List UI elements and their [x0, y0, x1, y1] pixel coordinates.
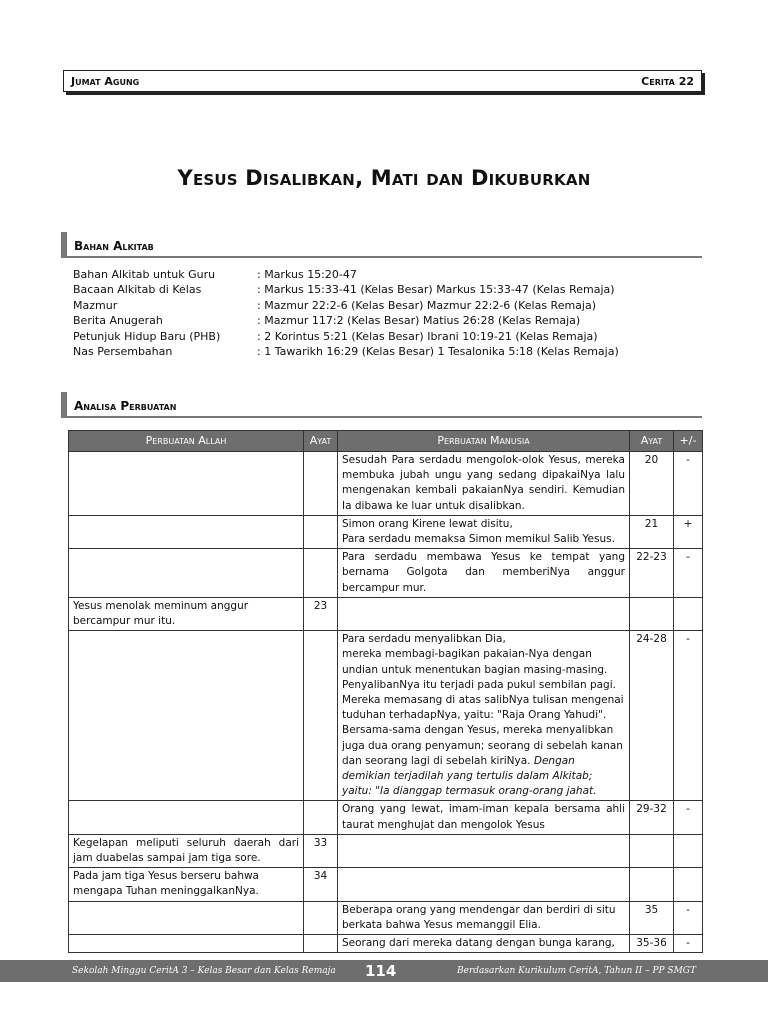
info-row: [73, 267, 703, 282]
cell-sign: [674, 834, 703, 867]
cell-line: PenyalibanNya itu terjadi pada pukul sembilan pagi.: [342, 678, 616, 691]
cell-ayat-manusia: 22-23: [630, 549, 674, 598]
cell-ayat-manusia: [630, 597, 674, 630]
cell-ayat-manusia: 35-36: [630, 935, 674, 953]
header-bar: [63, 70, 702, 92]
cell-line: Para serdadu menyalibkan Dia,: [342, 633, 506, 646]
cell-text-italic: Dengan demikian terjadilah yang tertulis dalam Alkitab; yaitu: "Ia dianggap termasuk orang-orang jahat.: [342, 754, 597, 798]
cell-manusia: Sesudah Para serdadu mengolok-olok Yesus, mereka membuka jubah ungu yang sedang dipakaiNya lalu mengenakan kembali pakaianNya sendiri. Kemudian Ia dibawa ke luar untuk disalibkan.: [338, 452, 630, 516]
cell-ayat-allah: [304, 801, 338, 834]
cell-ayat-allah: 34: [304, 868, 338, 901]
cell-allah: [69, 515, 304, 548]
cell-manusia: [338, 597, 630, 630]
cell-allah: [69, 935, 304, 953]
cell-allah: Yesus menolak meminum anggur bercampur mur itu.: [69, 597, 304, 630]
page-title: Yesus Disalibkan, Mati dan Dikuburkan: [177, 166, 591, 190]
cell-ayat-allah: [304, 935, 338, 953]
cell-manusia: [338, 631, 630, 801]
cell-sign: [674, 868, 703, 901]
table-row: [69, 834, 703, 867]
table-row: [69, 631, 703, 801]
cell-allah: [69, 901, 304, 934]
col-header-ayat: Ayat: [304, 431, 338, 452]
info-row: [73, 329, 703, 344]
info-value: : Markus 15:33-41 (Kelas Besar) Markus 15:33-47 (Kelas Remaja): [257, 283, 615, 297]
section-heading-bahan: Bahan Alkitab: [61, 232, 702, 258]
cell-allah: Pada jam tiga Yesus berseru bahwa mengapa Tuhan meninggalkanNya.: [69, 868, 304, 901]
cell-sign: -: [674, 801, 703, 834]
bible-info-list: [73, 267, 703, 359]
cell-ayat-manusia: 29-32: [630, 801, 674, 834]
cell-ayat-manusia: [630, 868, 674, 901]
info-value: : Mazmur 117:2 (Kelas Besar) Matius 26:28 (Kelas Remaja): [257, 314, 581, 328]
cell-manusia: Orang yang lewat, imam-iman kepala bersama ahli taurat menghujat dan mengolok Yesus: [338, 801, 630, 834]
cell-allah: [69, 631, 304, 801]
info-label: Mazmur: [73, 298, 118, 312]
info-row: [73, 313, 703, 328]
cell-sign: -: [674, 935, 703, 953]
table-row: [69, 868, 703, 901]
cell-allah: [69, 452, 304, 516]
info-value: : Mazmur 22:2-6 (Kelas Besar) Mazmur 22:2-6 (Kelas Remaja): [257, 298, 597, 312]
cell-manusia: Para serdadu membawa Yesus ke tempat yang bernama Golgota dan memberiNya anggur bercampur mur.: [338, 549, 630, 598]
info-label: Nas Persembahan: [73, 345, 173, 359]
cell-manusia: [338, 834, 630, 867]
cell-sign: -: [674, 549, 703, 598]
cell-line: mereka membagi-bagikan pakaian-Nya dengan undian untuk menentukan bagian masing-masing.: [342, 648, 608, 676]
footer-right-text: Berdasarkan Kurikulum CeritA, Tahun II – PP SMGT: [457, 966, 696, 976]
table-row: [69, 901, 703, 934]
info-label: Bahan Alkitab untuk Guru: [73, 268, 216, 281]
cell-manusia: [338, 868, 630, 901]
cell-manusia: Beberapa orang yang mendengar dan berdiri di situ berkata bahwa Yesus memanggil Elia.: [338, 901, 630, 934]
cell-allah: Kegelapan meliputi seluruh daerah dari jam duabelas sampai jam tiga sore.: [69, 834, 304, 867]
cell-sign: -: [674, 631, 703, 801]
info-value: : 1 Tawarikh 16:29 (Kelas Besar) 1 Tesalonika 5:18 (Kelas Remaja): [257, 345, 619, 359]
table-row: [69, 549, 703, 598]
info-label: Bacaan Alkitab di Kelas: [73, 283, 202, 297]
cell-ayat-allah: 23: [304, 597, 338, 630]
cell-sign: -: [674, 901, 703, 934]
col-header-sign: +/-: [674, 431, 703, 452]
cell-ayat-allah: 33: [304, 834, 338, 867]
table-row: [69, 452, 703, 516]
cell-manusia: [338, 515, 630, 548]
info-label: Berita Anugerah: [73, 314, 163, 328]
cell-text: Bersama-sama dengan Yesus, mereka menyalibkan juga dua orang penyamun; seorang di sebelah kanan dan seorang lagi di sebelah kiriNya.: [342, 724, 623, 767]
info-value: : Markus 15:20-47: [257, 268, 357, 281]
table-row: [69, 935, 703, 953]
cell-ayat-manusia: 24-28: [630, 631, 674, 801]
col-header-perbuatan-manusia: Perbuatan Manusia: [338, 431, 630, 452]
table-row: [69, 515, 703, 548]
footer-bar: [0, 960, 768, 982]
table-header-row: [69, 431, 703, 452]
cell-ayat-manusia: [630, 834, 674, 867]
cell-ayat-allah: [304, 901, 338, 934]
cell-line: Mereka memasang di atas salibNya tulisan mengenai tuduhan terhadapNya, yaitu: "Raja Orang Yahudi".: [342, 694, 624, 722]
info-label: Petunjuk Hidup Baru (PHB): [73, 329, 221, 343]
cell-sign: +: [674, 515, 703, 548]
section-heading-analisa: Analisa Perbuatan: [61, 392, 702, 418]
cell-ayat-manusia: 35: [630, 901, 674, 934]
info-row: [73, 298, 703, 313]
cell-allah: [69, 549, 304, 598]
cell-allah: [69, 801, 304, 834]
cell-ayat-allah: [304, 515, 338, 548]
col-header-ayat: Ayat: [630, 431, 674, 452]
table-row: [69, 597, 703, 630]
cell-manusia: Seorang dari mereka datang dengan bunga karang,: [338, 935, 630, 953]
cell-ayat-allah: [304, 549, 338, 598]
cell-line: [342, 723, 625, 799]
page-number: 114: [365, 962, 397, 980]
cell-sign: -: [674, 452, 703, 516]
cell-ayat-allah: [304, 452, 338, 516]
info-value: : 2 Korintus 5:21 (Kelas Besar) Ibrani 10:19-21 (Kelas Remaja): [257, 329, 598, 343]
header-right: Cerita 22: [641, 74, 694, 88]
footer-left-text: Sekolah Minggu CeritA 3 – Kelas Besar dan Kelas Remaja: [72, 966, 336, 976]
table-row: [69, 801, 703, 834]
col-header-perbuatan-allah: Perbuatan Allah: [69, 431, 304, 452]
cell-ayat-manusia: 21: [630, 515, 674, 548]
info-row: [73, 282, 703, 297]
header-left: Jumat Agung: [71, 74, 140, 88]
cell-ayat-manusia: 20: [630, 452, 674, 516]
cell-line: Para serdadu memaksa Simon memikul Salib Yesus.: [342, 533, 615, 546]
cell-sign: [674, 597, 703, 630]
info-row: [73, 344, 703, 359]
cell-ayat-allah: [304, 631, 338, 801]
analysis-table: [68, 430, 703, 953]
cell-line: Simon orang Kirene lewat disitu,: [342, 517, 513, 530]
